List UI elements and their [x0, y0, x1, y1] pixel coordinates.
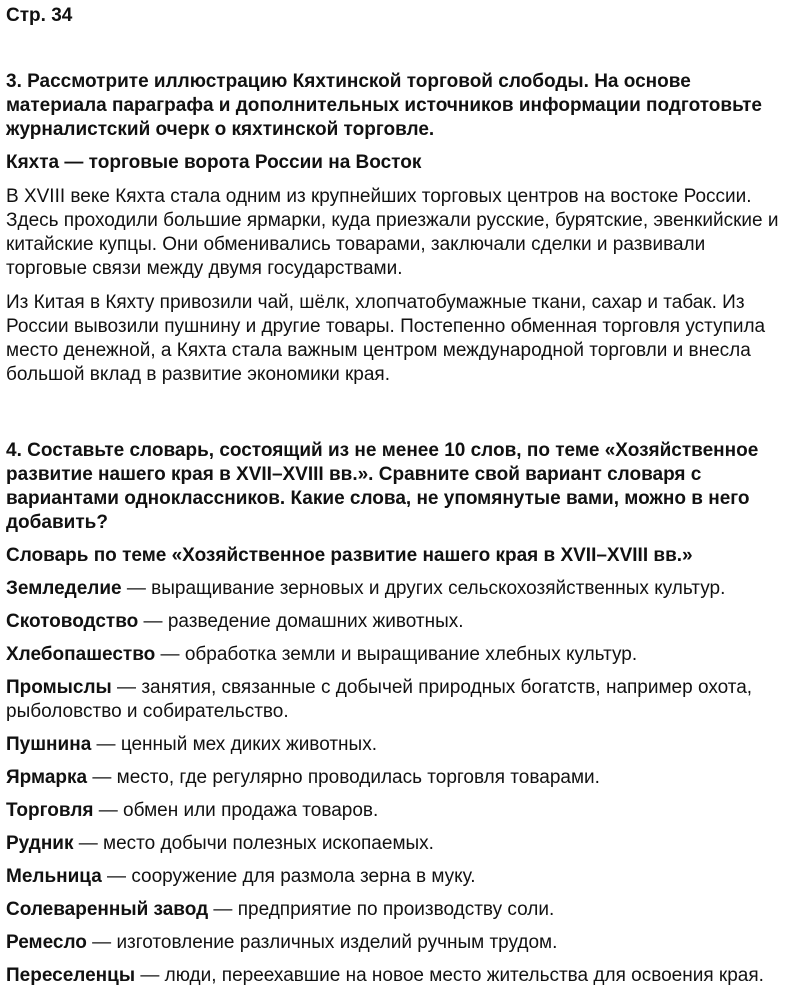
- glossary-definition: — место добычи полезных ископаемых.: [73, 833, 434, 854]
- glossary-term: Ярмарка: [6, 767, 88, 788]
- glossary-definition: — разведение домашних животных.: [138, 611, 464, 632]
- glossary-term: Промыслы: [6, 677, 112, 698]
- glossary-term: Ремесло: [6, 932, 87, 953]
- glossary-item: [6, 610, 790, 634]
- glossary-definition: — люди, переехавшие на новое место жительства для освоения края.: [135, 965, 764, 986]
- glossary-item: [6, 832, 790, 856]
- glossary-item: [6, 643, 790, 667]
- glossary-definition: — изготовление различных изделий ручным трудом.: [86, 932, 558, 953]
- glossary-item: [6, 766, 790, 790]
- glossary-definition: — ценный мех диких животных.: [91, 734, 377, 755]
- task-3-question: 3. Рассмотрите иллюстрацию Кяхтинской торговой слободы. На основе материала параграфа и дополнительных источников информации подготовьте журналистский очерк о кяхтинской торговле.: [6, 71, 762, 140]
- task-3-title: Кяхта — торговые ворота России на Восток: [6, 152, 422, 173]
- glossary-term: Пушнина: [6, 734, 92, 755]
- glossary-term: Переселенцы: [6, 965, 136, 986]
- glossary-definition: — место, где регулярно проводилась торговля товарами.: [87, 767, 600, 788]
- glossary-item: [6, 676, 790, 724]
- task-4-title: Словарь по теме «Хозяйственное развитие нашего края в XVII–XVIII вв.»: [6, 545, 693, 566]
- glossary-definition: — выращивание зерновых и других сельскохозяйственных культур.: [121, 578, 726, 599]
- task-4-section: [6, 439, 790, 988]
- glossary-definition: — предприятие по производству соли.: [208, 899, 555, 920]
- glossary-term: Скотоводство: [6, 611, 139, 632]
- glossary-term: Рудник: [6, 833, 74, 854]
- glossary-definition: — занятия, связанные с добычей природных богатств, например охота, рыболовство и собирательство.: [6, 677, 753, 722]
- glossary-term: Торговля: [6, 800, 94, 821]
- glossary-term: Земледелие: [6, 578, 122, 599]
- glossary-term: Хлебопашество: [6, 644, 156, 665]
- glossary-definition: — обработка земли и выращивание хлебных культур.: [155, 644, 638, 665]
- glossary-definition: — обмен или продажа товаров.: [93, 800, 379, 821]
- glossary-item: [6, 865, 790, 889]
- glossary-definition: — сооружение для размола зерна в муку.: [101, 866, 476, 887]
- glossary-item: [6, 577, 790, 601]
- glossary-item: [6, 898, 790, 922]
- task-3-paragraph-1: В XVIII веке Кяхта стала одним из крупнейших торговых центров на востоке России. Здесь проходили большие ярмарки, куда приезжали русские, бурятские, эвенкийские и китайские купцы. Они обменивались товарами, заключали сделки и развивали торговые связи между двумя государствами.: [6, 186, 779, 279]
- glossary-item: [6, 799, 790, 823]
- glossary-item: [6, 964, 790, 988]
- task-4-question: 4. Составьте словарь, состоящий из не менее 10 слов, по теме «Хозяйственное развитие нашего края в XVII–XVIII вв.». Сравните свой вариант словаря с вариантами одноклассников. Какие слова, не упомянутые вами, можно в него добавить?: [6, 440, 759, 533]
- glossary-item: [6, 733, 790, 757]
- task-3-section: [6, 70, 790, 387]
- glossary-list: [6, 577, 790, 988]
- glossary-term: Мельница: [6, 866, 102, 887]
- glossary-term: Солеваренный завод: [6, 899, 209, 920]
- page-number: Стр. 34: [6, 5, 73, 26]
- glossary-item: [6, 931, 790, 955]
- task-3-paragraph-2: Из Китая в Кяхту привозили чай, шёлк, хлопчатобумажные ткани, сахар и табак. Из России вывозили пушнину и другие товары. Постепенно обменная торговля уступила место денежной, а Кяхта стала важным центром международной торговли и внесла большой вклад в развитие экономики края.: [6, 292, 766, 385]
